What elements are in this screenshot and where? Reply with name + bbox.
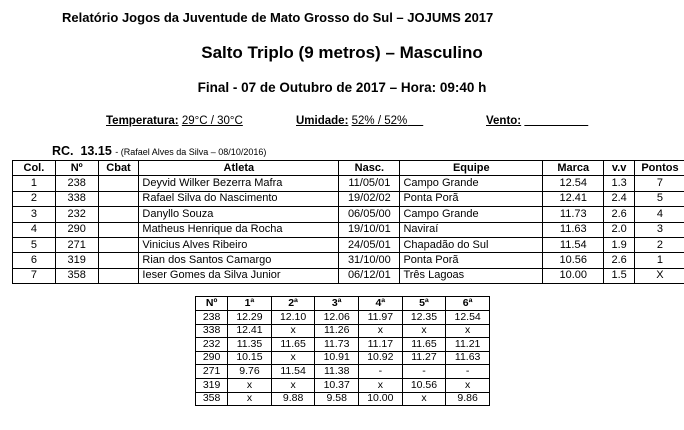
table-cell: x (271, 324, 315, 338)
table-cell: 10.56 (402, 378, 446, 392)
table-cell: x (446, 324, 490, 338)
table-cell: 19/02/02 (339, 191, 400, 206)
table-cell: 232 (196, 338, 228, 352)
table-cell: 10.37 (315, 378, 359, 392)
table-cell: 11.54 (543, 237, 604, 252)
table-cell: 12.41 (543, 191, 604, 206)
table-cell: 11.54 (271, 365, 315, 379)
table-cell: Campo Grande (400, 176, 543, 191)
table-cell: 9.58 (315, 392, 359, 406)
table-cell: 06/12/01 (339, 268, 400, 283)
table-cell: 12.41 (228, 324, 272, 338)
event-title: Salto Triplo (9 metros) – Masculino (201, 43, 483, 62)
table-cell: 12.10 (271, 311, 315, 325)
table-cell: Campo Grande (400, 207, 543, 222)
table-row (13, 222, 684, 237)
table-cell (98, 207, 139, 222)
table-cell: 10.56 (543, 253, 604, 268)
table-cell (98, 191, 139, 206)
table-cell: 10.00 (359, 392, 403, 406)
table-cell: Ponta Porã (400, 253, 543, 268)
column-header: Equipe (400, 161, 543, 176)
column-header: 2ª (271, 297, 315, 311)
table-cell: 11.73 (315, 338, 359, 352)
table-cell: 19/10/01 (339, 222, 400, 237)
table-cell: 10.91 (315, 351, 359, 365)
table-cell: 11.17 (359, 338, 403, 352)
table-cell: Ieser Gomes da Silva Junior (139, 268, 339, 283)
table-cell: 24/05/01 (339, 237, 400, 252)
table-cell: 12.54 (446, 311, 490, 325)
table-cell: 12.35 (402, 311, 446, 325)
record-label: RC. (52, 144, 74, 158)
table-cell: 238 (196, 311, 228, 325)
table-cell: 5 (13, 237, 56, 252)
table-cell: - (446, 365, 490, 379)
table-cell: Ponta Porã (400, 191, 543, 206)
table-row (13, 176, 684, 191)
table-cell: 7 (13, 268, 56, 283)
table-cell: 3 (13, 207, 56, 222)
event-subtitle: Final - 07 de Outubro de 2017 – Hora: 09:40 h (197, 80, 487, 95)
table-cell: 4 (634, 207, 684, 222)
table-cell: x (359, 324, 403, 338)
table-cell: 12.06 (315, 311, 359, 325)
table-cell: X (634, 268, 684, 283)
column-header: Nº (196, 297, 228, 311)
table-cell: Rafael Silva do Nascimento (139, 191, 339, 206)
record-value: 13.15 (80, 144, 112, 158)
column-header: Marca (543, 161, 604, 176)
table-cell: Chapadão do Sul (400, 237, 543, 252)
table-cell: Vinicius Alves Ribeiro (139, 237, 339, 252)
table-cell: 11.26 (315, 324, 359, 338)
table-cell: 11.21 (446, 338, 490, 352)
table-cell: 319 (55, 253, 98, 268)
table-cell: 2.4 (604, 191, 635, 206)
table-cell: 10.15 (228, 351, 272, 365)
table-cell: 358 (196, 392, 228, 406)
table-cell: 31/10/00 (339, 253, 400, 268)
table-cell: 12.29 (228, 311, 272, 325)
table-cell: x (359, 378, 403, 392)
table-cell: Matheus Henrique da Rocha (139, 222, 339, 237)
column-header: 4ª (359, 297, 403, 311)
table-cell: 11.65 (271, 338, 315, 352)
report-header: Relatório Jogos da Juventude de Mato Grosso do Sul – JOJUMS 2017 (62, 10, 494, 25)
column-header: 6ª (446, 297, 490, 311)
table-cell: 4 (13, 222, 56, 237)
temperature-label: Temperatura: (106, 115, 179, 127)
table-cell: Três Lagoas (400, 268, 543, 283)
table-row (196, 365, 490, 379)
table-cell: 2.6 (604, 253, 635, 268)
table-row (196, 324, 490, 338)
table-cell (98, 237, 139, 252)
table-cell: 9.76 (228, 365, 272, 379)
column-header: Col. (13, 161, 56, 176)
table-cell: 10.00 (543, 268, 604, 283)
table-cell: x (402, 392, 446, 406)
table-cell: x (228, 378, 272, 392)
table-cell (98, 268, 139, 283)
wind-info (486, 115, 588, 127)
table-row (13, 253, 684, 268)
table-cell: 2 (634, 237, 684, 252)
record-line (52, 144, 266, 158)
results-header-row (13, 161, 684, 176)
attempts-table (195, 296, 490, 406)
table-cell: Danyllo Souza (139, 207, 339, 222)
column-header: Atleta (139, 161, 339, 176)
table-cell: 338 (196, 324, 228, 338)
table-cell: 11.27 (402, 351, 446, 365)
table-cell: x (271, 378, 315, 392)
column-header: Cbat (98, 161, 139, 176)
wind-label: Vento: (486, 115, 522, 127)
table-cell: 290 (196, 351, 228, 365)
table-cell: 1.3 (604, 176, 635, 191)
table-cell: x (446, 378, 490, 392)
humidity-label: Umidade: (296, 115, 349, 127)
table-cell: x (402, 324, 446, 338)
column-header: Nº (55, 161, 98, 176)
table-cell: 290 (55, 222, 98, 237)
table-cell: 232 (55, 207, 98, 222)
table-cell: 358 (55, 268, 98, 283)
record-detail: - (Rafael Alves da Silva – 08/10/2016) (115, 147, 267, 157)
column-header: Nasc. (339, 161, 400, 176)
table-cell: 271 (55, 237, 98, 252)
table-cell: Rian dos Santos Camargo (139, 253, 339, 268)
table-cell: 2.6 (604, 207, 635, 222)
table-cell: 1 (634, 253, 684, 268)
table-row (196, 311, 490, 325)
table-row (196, 338, 490, 352)
temperature-info (106, 115, 243, 127)
temperature-value: 29°C / 30°C (181, 115, 243, 127)
table-cell: 9.86 (446, 392, 490, 406)
table-cell: Naviraí (400, 222, 543, 237)
table-cell: 11.73 (543, 207, 604, 222)
results-table (12, 160, 684, 284)
table-row (13, 207, 684, 222)
table-cell: 9.88 (271, 392, 315, 406)
table-cell: 271 (196, 365, 228, 379)
table-cell: 1.5 (604, 268, 635, 283)
table-cell: 11/05/01 (339, 176, 400, 191)
humidity-info (296, 115, 423, 127)
table-cell: - (359, 365, 403, 379)
table-cell: 2.0 (604, 222, 635, 237)
table-row (196, 378, 490, 392)
table-row (13, 268, 684, 283)
table-cell: x (228, 392, 272, 406)
table-cell: 1.9 (604, 237, 635, 252)
table-cell: 2 (13, 191, 56, 206)
table-cell: 11.65 (402, 338, 446, 352)
column-header: 5ª (402, 297, 446, 311)
table-cell: Deyvid Wilker Bezerra Mafra (139, 176, 339, 191)
table-cell: 6 (13, 253, 56, 268)
table-cell (98, 253, 139, 268)
table-cell: 319 (196, 378, 228, 392)
column-header: v.v (604, 161, 635, 176)
table-row (196, 392, 490, 406)
table-cell (98, 176, 139, 191)
humidity-value: 52% / 52% (351, 115, 408, 127)
table-cell: 5 (634, 191, 684, 206)
attempts-header-row (196, 297, 490, 311)
table-cell: 1 (13, 176, 56, 191)
table-row (13, 237, 684, 252)
column-header: 3ª (315, 297, 359, 311)
column-header: Pontos (634, 161, 684, 176)
table-cell: 12.54 (543, 176, 604, 191)
table-cell (98, 222, 139, 237)
table-cell: - (402, 365, 446, 379)
table-cell: 3 (634, 222, 684, 237)
table-cell: 338 (55, 191, 98, 206)
table-cell: 7 (634, 176, 684, 191)
table-cell: 238 (55, 176, 98, 191)
table-row (196, 351, 490, 365)
table-cell: 11.63 (543, 222, 604, 237)
table-cell: x (271, 351, 315, 365)
table-cell: 10.92 (359, 351, 403, 365)
table-cell: 06/05/00 (339, 207, 400, 222)
table-cell: 11.38 (315, 365, 359, 379)
table-cell: 11.35 (228, 338, 272, 352)
table-cell: 11.97 (359, 311, 403, 325)
column-header: 1ª (228, 297, 272, 311)
table-row (13, 191, 684, 206)
table-cell: 11.63 (446, 351, 490, 365)
